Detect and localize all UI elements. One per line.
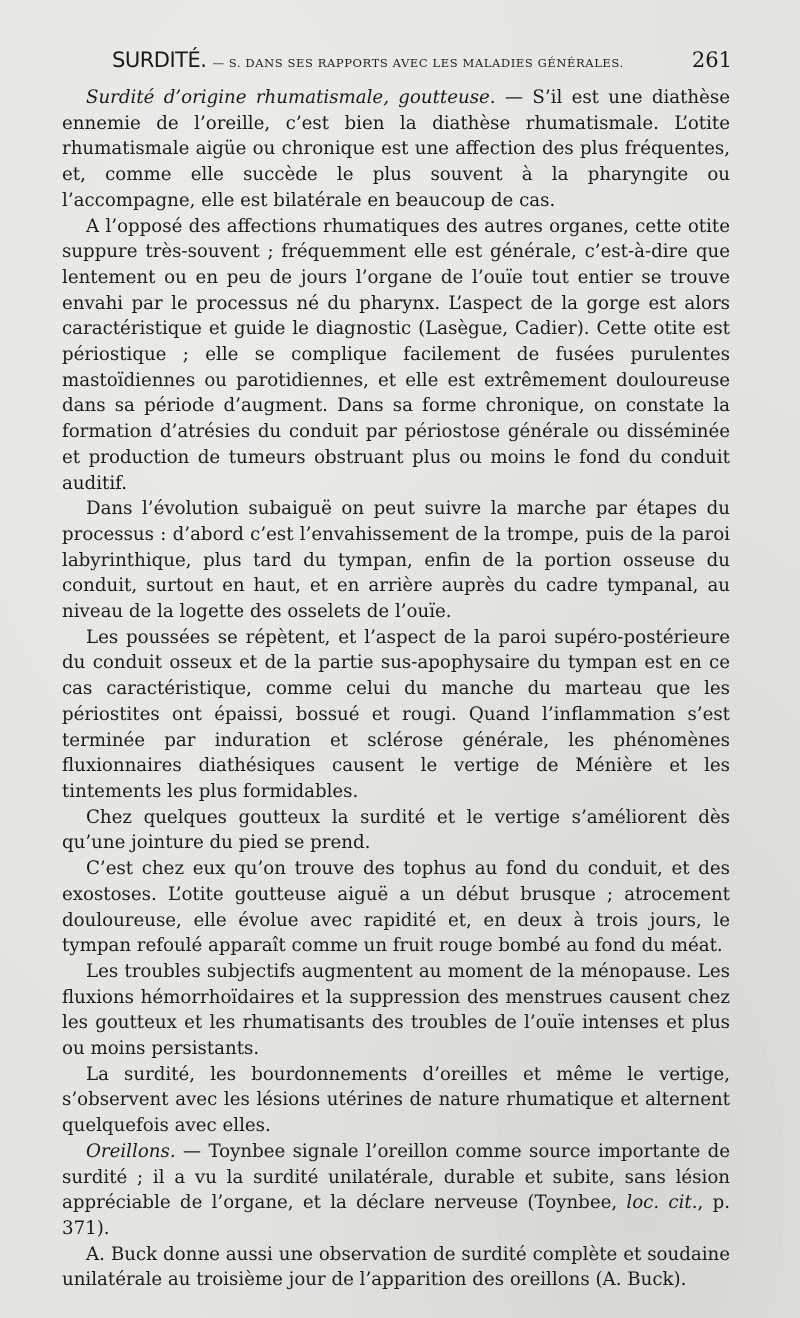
paragraph-text: A. Buck donne aussi une observation de surdité complète et soudaine unilatérale au troisième jour de l’apparition des oreillons (A. Buck).	[62, 1243, 730, 1291]
running-header-subtitle: — S. DANS SES RAPPORTS AVEC LES MALADIES GÉNÉRALES.	[212, 56, 624, 70]
paragraph-text: Les poussées se répètent, et l’aspect de la paroi supéro-postérieure du conduit osseux et de la partie sus-apophysaire du tympan est en ce cas caractéristique, comme celui du manche du marteau que les périostites ont épaissi, bossué et rougi. Quand l’inflammation s’est terminée par induration et sclérose générale, les phénomènes fluxionnaires diathésiques causent le vertige de Ménière et les tintements les plus formidables.	[62, 626, 730, 802]
paragraph	[62, 805, 730, 856]
paragraph-tail: , p. 371).	[62, 1192, 730, 1239]
paragraph	[62, 1242, 730, 1293]
paragraph	[62, 856, 730, 959]
paragraph-text: Les troubles subjectifs augmentent au moment de la ménopause. Les fluxions hémorrhoïdaires et la suppression des menstrues causent chez les goutteux et les rhumatisants des troubles de l’ouïe intenses et plus ou moins persistants.	[62, 960, 730, 1060]
section-lead-rhumatismale: Surdité d’origine rhumatismale, goutteuse.	[86, 87, 496, 108]
page-number: 261	[691, 48, 732, 72]
paragraph	[62, 625, 730, 805]
paragraph-text: A l’opposé des affections rhumatiques des autres organes, cette otite suppure très-souvent ; fréquemment elle est générale, c’est-à-dire que lentement ou en peu de jours l’organe de l’ouïe tout entier se trouve envahi par le processus né du pharynx. L’aspect de la gorge est alors caractéristique et guide le diagnostic (Lasègue, Cadier). Cette otite est périostique ; elle se complique facilement de fusées purulentes mastoïdiennes ou parotidiennes, et elle est extrêmement douloureuse dans sa période d’augment. Dans sa forme chronique, on constate la formation d’atrésies du conduit par périostose générale ou disséminée et production de tumeurs obstruant plus ou moins le fond du conduit auditif.	[62, 215, 730, 494]
citation-loc-cit: loc. cit.	[626, 1192, 698, 1214]
running-header	[112, 48, 732, 78]
body-text	[62, 85, 730, 1293]
paragraph-text: Chez quelques goutteux la surdité et le vertige s’améliorent dès qu’une jointure du pied se prend.	[62, 806, 730, 854]
paragraph-text: C’est chez eux qu’on trouve des tophus au fond du conduit, et des exostoses. L’otite goutteuse aiguë a un début brusque ; atrocement douloureuse, elle évolue avec rapidité et, en deux à trois jours, le tympan refoulé apparaît comme un fruit rouge bombé au fond du méat.	[62, 858, 730, 957]
paragraph-text: La surdité, les bourdonnements d’oreilles et même le vertige, s’observent avec les lésions utérines de nature rhumatique et alternent quelquefois avec elles.	[62, 1063, 730, 1137]
section-lead-oreillons: Oreillons.	[86, 1140, 176, 1162]
paragraph	[62, 496, 730, 625]
running-header-title: SURDITÉ.	[112, 48, 207, 72]
paragraph-text: — S’il est une diathèse ennemie de l’oreille, c’est bien la diathèse rhumatismale. L’otite rhumatismale aigüe ou chronique est une affection des plus fréquentes, et, comme elle succède le plus souvent à la pharyngite ou l’accompagne, elle est bilatérale en beaucoup de cas.	[62, 87, 731, 211]
paragraph-rhumatismale	[62, 85, 730, 214]
paragraph	[62, 1062, 730, 1139]
paragraph-text: Dans l’évolution subaiguë on peut suivre la marche par étapes du processus : d’abord c’est l’envahissement de la trompe, puis de la paroi labyrinthique, plus tard du tympan, enfin de la portion osseuse du conduit, surtout en haut, et en arrière auprès du cadre tympanal, au niveau de la logette des osselets de l’ouïe.	[62, 498, 730, 623]
paragraph-text: — Toynbee signale l’oreillon comme source importante de surdité ; il a vu la surdité unilatérale, durable et subite, sans lésion appréciable de l’organe, et la déclare nerveuse (Toynbee,	[62, 1140, 730, 1214]
paragraph	[62, 214, 730, 497]
paragraph	[62, 959, 730, 1062]
paragraph-oreillons	[62, 1139, 730, 1242]
